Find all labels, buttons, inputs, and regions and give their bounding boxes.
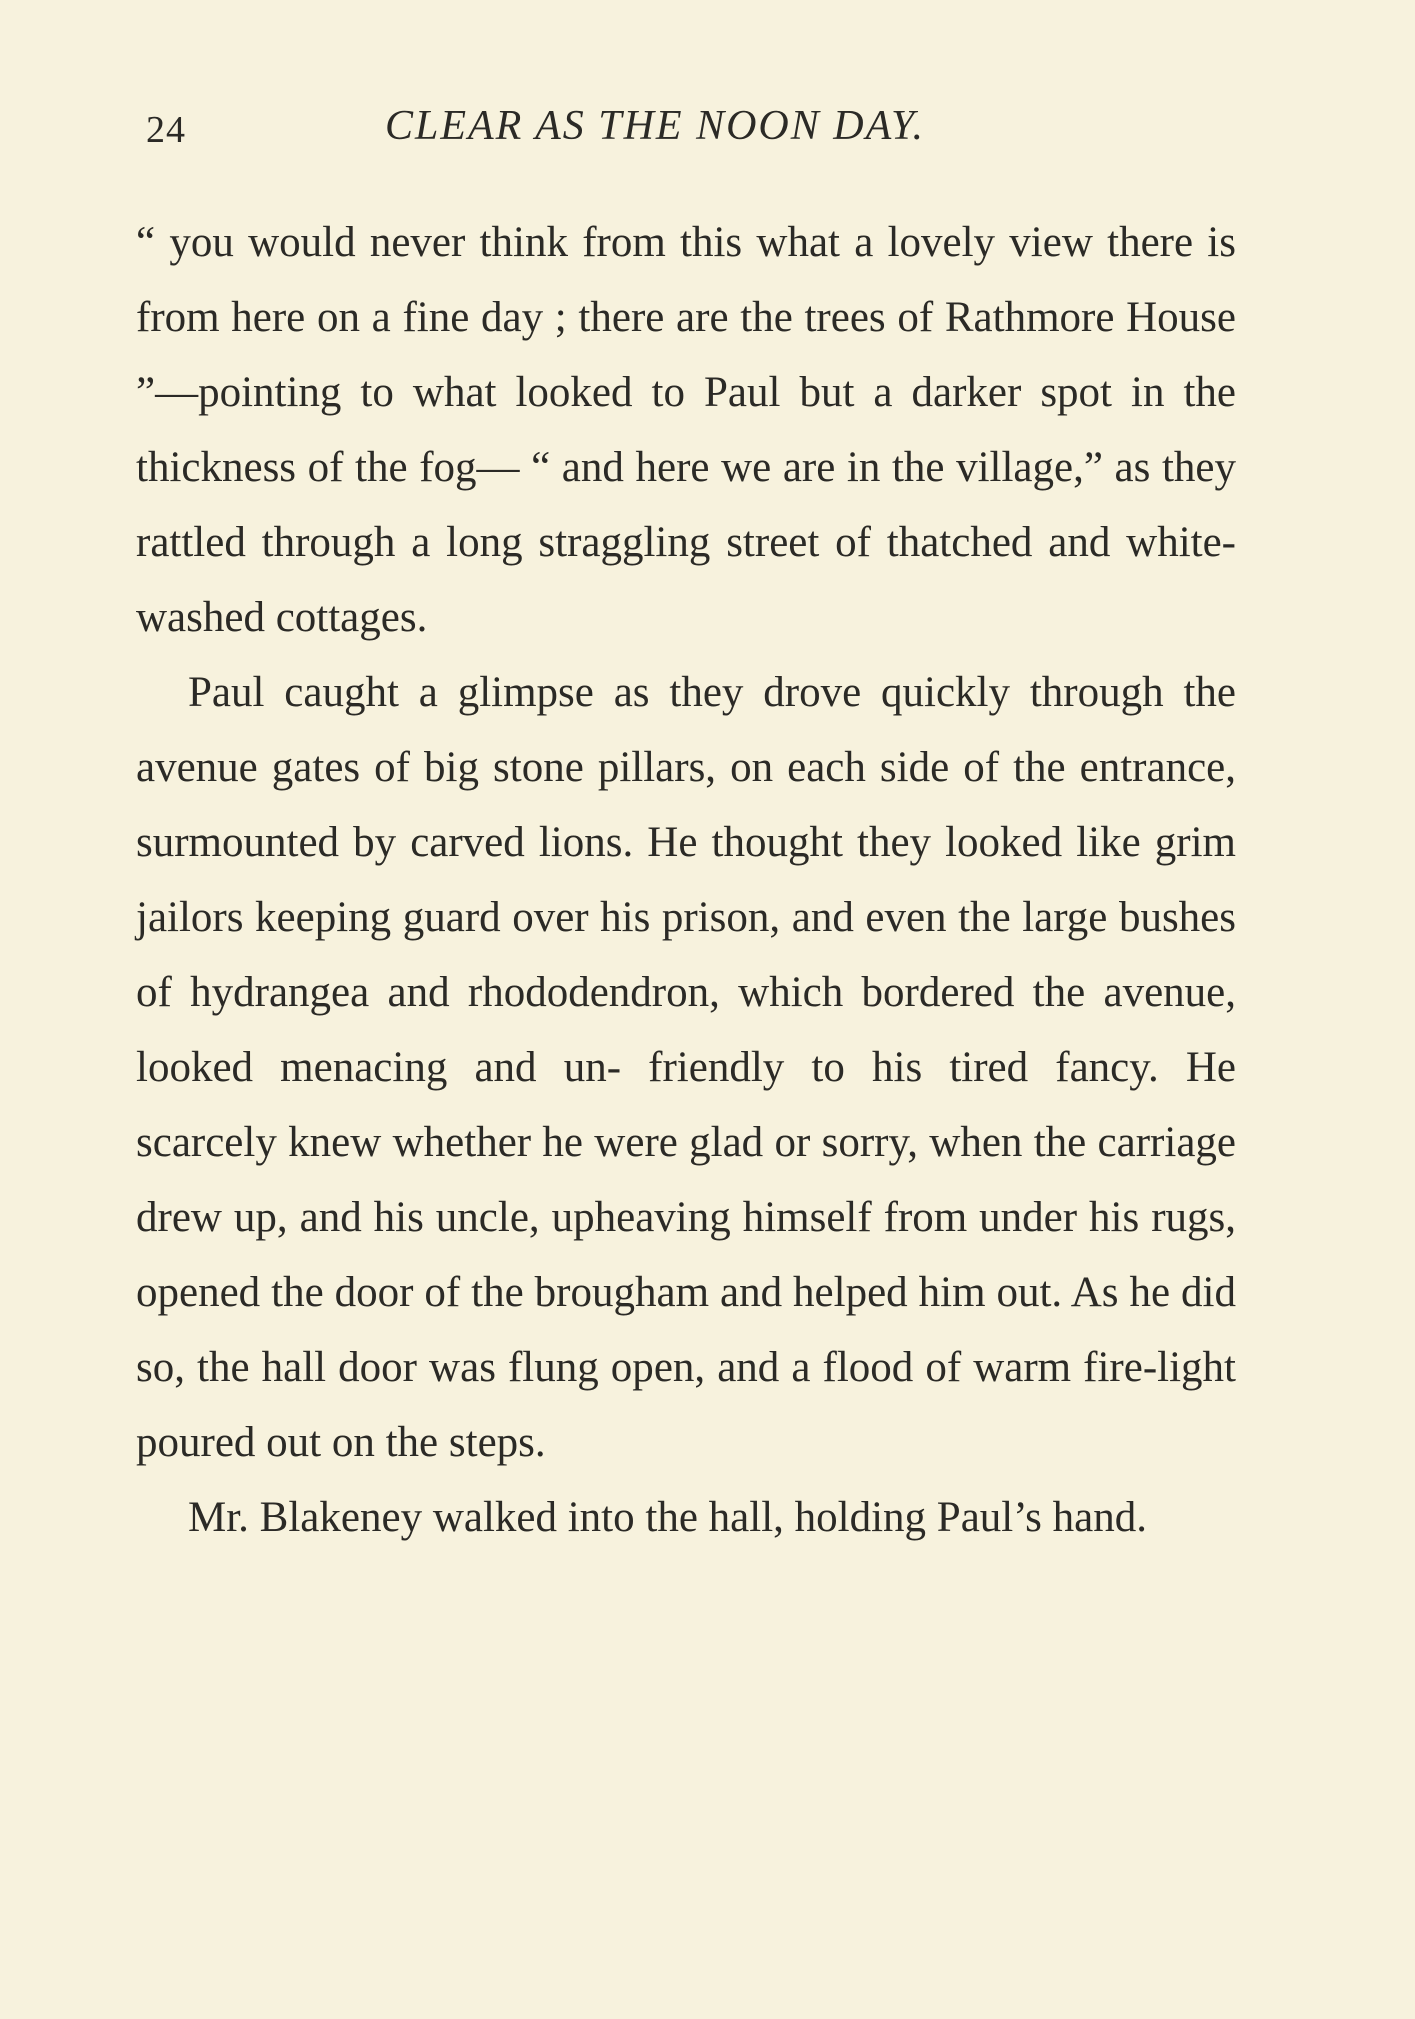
body-text: [136, 205, 1236, 1555]
page-header: [0, 102, 1415, 162]
paragraph: Paul caught a glimpse as they drove quickly through the avenue gates of big stone pillars, on each side of the entrance, surmounted by carved lions. He thought they looked like grim jailors keeping guard over his prison, and even the large bushes of hydrangea and rhododendron, which bordered the avenue, looked menacing and un- friendly to his tired fancy. He scarcely knew whether he were glad or sorry, when the carriage drew up, and his uncle, upheaving himself from under his rugs, opened the door of the brougham and helped him out. As he did so, the hall door was flung open, and a flood of warm fire-light poured out on the steps.: [136, 669, 1236, 1466]
page-number: 24: [146, 109, 186, 151]
paragraph: “ you would never think from this what a lovely view there is from here on a fine day ; there are the trees of Rathmore House ”—pointing to what looked to Paul but a darker spot in the thickness of the fog— “ and here we are in the village,” as they rattled through a long straggling street of thatched and white-washed cottages.: [136, 219, 1236, 641]
paragraph: Mr. Blakeney walked into the hall, holding Paul’s hand.: [188, 1494, 1147, 1541]
running-title: CLEAR AS THE NOON DAY.: [385, 103, 925, 149]
